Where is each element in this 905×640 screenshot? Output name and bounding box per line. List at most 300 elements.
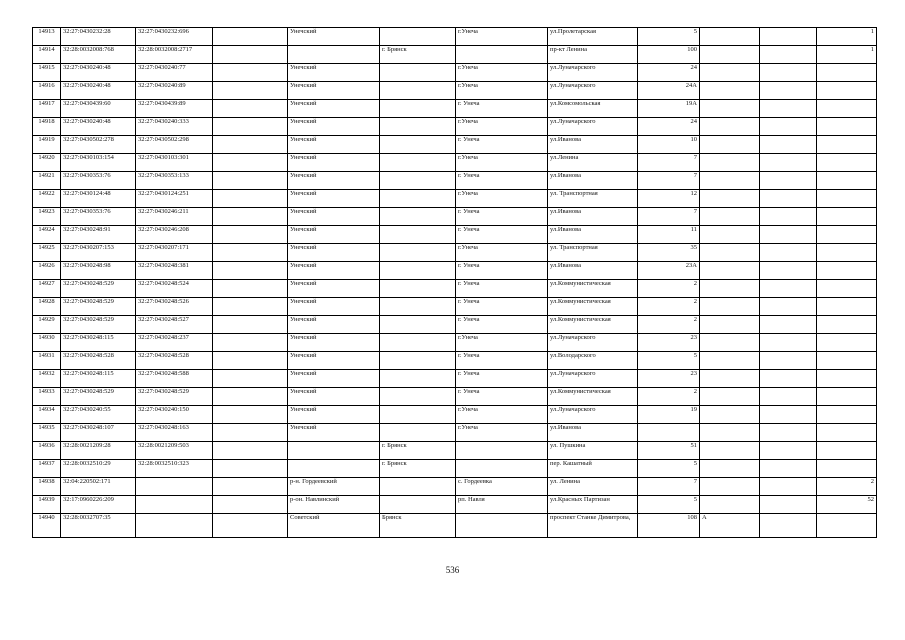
cell-kn: 32:27:0430248:91 <box>61 226 136 244</box>
cell-kn2 <box>136 514 213 538</box>
cell-city <box>380 262 456 280</box>
cell-house: 24А <box>638 82 700 100</box>
cell-empty <box>213 352 288 370</box>
cell-n: 14922 <box>33 190 61 208</box>
cell-street: ул.Коммунистическая <box>548 298 638 316</box>
cell-np: г. Унеча <box>456 316 548 334</box>
cell-street: ул.Луначарского <box>548 334 638 352</box>
table-row <box>33 280 877 298</box>
cell-empty <box>760 388 817 406</box>
cell-extra <box>817 424 877 442</box>
cell-empty <box>760 406 817 424</box>
cell-np: г. Унеча <box>456 172 548 190</box>
cell-kn2: 32:27:0430248:529 <box>136 388 213 406</box>
cell-empty <box>760 208 817 226</box>
cell-empty <box>213 460 288 478</box>
cell-lit <box>700 424 760 442</box>
table-row <box>33 406 877 424</box>
cell-house: 2 <box>638 388 700 406</box>
cell-n: 14933 <box>33 388 61 406</box>
cell-raion: Унечский <box>288 244 380 262</box>
cell-raion: Унечский <box>288 208 380 226</box>
cell-np: г. Унеча <box>456 262 548 280</box>
cell-kn2: 32:27:0430439:89 <box>136 100 213 118</box>
cell-city <box>380 406 456 424</box>
cell-house: 2 <box>638 280 700 298</box>
cell-kn: 32:28:0032707:35 <box>61 514 136 538</box>
cell-extra <box>817 352 877 370</box>
cell-n: 14934 <box>33 406 61 424</box>
cell-city <box>380 208 456 226</box>
cell-raion: Унечский <box>288 100 380 118</box>
cell-kn2: 32:28:0032510:323 <box>136 460 213 478</box>
table-row <box>33 46 877 64</box>
cell-empty <box>760 334 817 352</box>
cell-empty <box>213 316 288 334</box>
cell-kn: 32:27:0430353:76 <box>61 208 136 226</box>
cell-extra <box>817 442 877 460</box>
cell-extra <box>817 316 877 334</box>
cell-city <box>380 100 456 118</box>
cell-empty <box>760 496 817 514</box>
table-body <box>33 28 877 538</box>
cell-lit <box>700 406 760 424</box>
cell-n: 14920 <box>33 154 61 172</box>
cell-city <box>380 316 456 334</box>
cell-raion <box>288 460 380 478</box>
cell-n: 14916 <box>33 82 61 100</box>
cell-city <box>380 478 456 496</box>
cell-city <box>380 298 456 316</box>
cell-city: г. Брянск <box>380 442 456 460</box>
cell-house: 5 <box>638 496 700 514</box>
cell-city <box>380 172 456 190</box>
cell-street: ул.Луначарского <box>548 118 638 136</box>
cell-np: г.Унеча <box>456 424 548 442</box>
cell-kn: 32:27:0430439:60 <box>61 100 136 118</box>
cell-extra <box>817 154 877 172</box>
cell-n: 14923 <box>33 208 61 226</box>
cell-np: г. Унеча <box>456 280 548 298</box>
cell-city <box>380 226 456 244</box>
table-row <box>33 352 877 370</box>
cell-kn2: 32:28:0021209:503 <box>136 442 213 460</box>
cell-street: ул. Пушкина <box>548 442 638 460</box>
cell-extra: 2 <box>817 478 877 496</box>
cell-street: пер. Кашатный <box>548 460 638 478</box>
cell-city <box>380 370 456 388</box>
cell-empty <box>760 370 817 388</box>
cell-n: 14930 <box>33 334 61 352</box>
cell-street: ул.Луначарского <box>548 82 638 100</box>
cell-lit <box>700 496 760 514</box>
cell-house: 7 <box>638 478 700 496</box>
cell-np: г. Унеча <box>456 100 548 118</box>
cell-n: 14929 <box>33 316 61 334</box>
cell-house: 19А <box>638 100 700 118</box>
cell-extra <box>817 514 877 538</box>
cell-np: г.Унеча <box>456 64 548 82</box>
cell-kn: 32:28:0032510:29 <box>61 460 136 478</box>
cell-kn2: 32:27:0430232:696 <box>136 28 213 46</box>
cell-n: 14936 <box>33 442 61 460</box>
cell-extra <box>817 190 877 208</box>
table-row <box>33 154 877 172</box>
cell-extra <box>817 370 877 388</box>
cell-city <box>380 388 456 406</box>
cell-empty <box>213 46 288 64</box>
cell-empty <box>760 262 817 280</box>
cell-empty <box>760 136 817 154</box>
cell-kn: 32:27:0430248:529 <box>61 316 136 334</box>
cell-kn: 32:27:0430240:55 <box>61 406 136 424</box>
table-row <box>33 460 877 478</box>
cell-kn2: 32:27:0430240:77 <box>136 64 213 82</box>
cell-extra <box>817 118 877 136</box>
cell-kn: 32:27:0430248:529 <box>61 280 136 298</box>
cell-house: 7 <box>638 172 700 190</box>
cell-house: 5 <box>638 28 700 46</box>
cell-empty <box>760 190 817 208</box>
cell-raion: р-он. Навлинский <box>288 496 380 514</box>
cell-extra: 52 <box>817 496 877 514</box>
cell-empty <box>760 316 817 334</box>
table-row <box>33 136 877 154</box>
cell-lit <box>700 64 760 82</box>
cell-kn: 32:27:0430103:154 <box>61 154 136 172</box>
cell-house: 7 <box>638 154 700 172</box>
cell-extra <box>817 226 877 244</box>
cell-lit <box>700 352 760 370</box>
cell-lit <box>700 100 760 118</box>
cell-city <box>380 352 456 370</box>
cell-kn2: 32:27:0430207:171 <box>136 244 213 262</box>
cell-empty <box>213 244 288 262</box>
cell-street: ул. Транспортная <box>548 190 638 208</box>
cell-extra: 1 <box>817 46 877 64</box>
cell-house: 108 <box>638 514 700 538</box>
cell-city <box>380 118 456 136</box>
cell-lit <box>700 460 760 478</box>
cell-raion: Унечский <box>288 370 380 388</box>
cell-n: 14931 <box>33 352 61 370</box>
cell-kn2: 32:27:0430124:251 <box>136 190 213 208</box>
cell-kn2: 32:27:0430240:333 <box>136 118 213 136</box>
cell-empty <box>213 424 288 442</box>
cell-house: 19 <box>638 406 700 424</box>
table-row <box>33 478 877 496</box>
cell-extra <box>817 298 877 316</box>
cell-kn: 32:27:0430248:115 <box>61 334 136 352</box>
cell-n: 14921 <box>33 172 61 190</box>
cell-np: рп. Навля <box>456 496 548 514</box>
cell-n: 14925 <box>33 244 61 262</box>
cell-street: ул. Транспортная <box>548 244 638 262</box>
cell-city <box>380 64 456 82</box>
cell-empty <box>213 64 288 82</box>
table-row <box>33 424 877 442</box>
cell-extra <box>817 334 877 352</box>
cell-extra <box>817 280 877 298</box>
cell-house: 23А <box>638 262 700 280</box>
cell-kn: 32:27:0430124:48 <box>61 190 136 208</box>
cell-n: 14914 <box>33 46 61 64</box>
cell-extra <box>817 244 877 262</box>
cell-lit <box>700 388 760 406</box>
cell-house: 12 <box>638 190 700 208</box>
cell-n: 14924 <box>33 226 61 244</box>
cell-raion: Унечский <box>288 136 380 154</box>
cell-street: ул.Иванова <box>548 424 638 442</box>
cell-city <box>380 424 456 442</box>
cell-house: 24 <box>638 118 700 136</box>
cell-np: г. Унеча <box>456 298 548 316</box>
cell-street: ул.Иванова <box>548 208 638 226</box>
cell-empty <box>213 280 288 298</box>
cell-lit <box>700 118 760 136</box>
cell-extra <box>817 262 877 280</box>
cell-house: 7 <box>638 208 700 226</box>
cell-empty <box>213 496 288 514</box>
cell-kn: 32:27:0430248:107 <box>61 424 136 442</box>
cell-lit <box>700 298 760 316</box>
cell-raion: Унечский <box>288 226 380 244</box>
cell-empty <box>213 136 288 154</box>
cell-lit <box>700 154 760 172</box>
cell-kn2: 32:27:0430502:298 <box>136 136 213 154</box>
cell-extra <box>817 388 877 406</box>
cell-np: г. Унеча <box>456 136 548 154</box>
cell-empty <box>760 100 817 118</box>
cell-empty <box>213 208 288 226</box>
cell-extra <box>817 172 877 190</box>
cell-kn2 <box>136 496 213 514</box>
cell-empty <box>213 406 288 424</box>
cell-empty <box>760 442 817 460</box>
cell-lit <box>700 28 760 46</box>
cell-kn2: 32:27:0430248:163 <box>136 424 213 442</box>
cell-lit <box>700 190 760 208</box>
cell-kn2: 32:27:0430248:524 <box>136 280 213 298</box>
cell-city <box>380 28 456 46</box>
cell-kn2: 32:27:0430240:150 <box>136 406 213 424</box>
cell-street: пр-кт Ленина <box>548 46 638 64</box>
cell-extra <box>817 64 877 82</box>
cell-raion: Унечский <box>288 334 380 352</box>
cell-street: ул.Иванова <box>548 136 638 154</box>
cell-empty <box>213 190 288 208</box>
cell-street: ул.Луначарского <box>548 64 638 82</box>
cell-lit <box>700 478 760 496</box>
cell-street: ул.Иванова <box>548 226 638 244</box>
cell-raion: р-н. Гордеевский <box>288 478 380 496</box>
cell-kn2: 32:28:0032008:2717 <box>136 46 213 64</box>
cell-house: 51 <box>638 442 700 460</box>
cell-n: 14918 <box>33 118 61 136</box>
cell-kn: 32:28:0021209:28 <box>61 442 136 460</box>
cell-city <box>380 496 456 514</box>
cell-city <box>380 154 456 172</box>
cell-n: 14937 <box>33 460 61 478</box>
cell-raion: Унечский <box>288 406 380 424</box>
cell-raion: Унечский <box>288 388 380 406</box>
cell-empty <box>213 478 288 496</box>
page-number: 536 <box>445 565 460 575</box>
cell-street: ул.Ленина <box>548 154 638 172</box>
cell-empty <box>760 118 817 136</box>
cell-city <box>380 190 456 208</box>
cell-kn: 32:27:0430207:153 <box>61 244 136 262</box>
cell-city <box>380 136 456 154</box>
cell-extra <box>817 82 877 100</box>
cell-empty <box>760 154 817 172</box>
cell-np <box>456 514 548 538</box>
cell-city: г. Брянск <box>380 46 456 64</box>
cell-extra <box>817 406 877 424</box>
cell-street: ул.Красных Партизан <box>548 496 638 514</box>
table-row <box>33 442 877 460</box>
cell-empty <box>760 82 817 100</box>
cell-house: 5 <box>638 460 700 478</box>
cell-kn: 32:27:0430353:76 <box>61 172 136 190</box>
cell-lit <box>700 82 760 100</box>
cell-empty <box>760 244 817 262</box>
cell-house: 100 <box>638 46 700 64</box>
cell-kn: 32:28:0032008:768 <box>61 46 136 64</box>
cell-kn: 32:17:0960226:209 <box>61 496 136 514</box>
cell-empty <box>213 334 288 352</box>
cell-house: 23 <box>638 334 700 352</box>
cell-np: г. Унеча <box>456 352 548 370</box>
cell-kn2: 32:27:0430248:237 <box>136 334 213 352</box>
cell-raion: Унечский <box>288 190 380 208</box>
cell-n: 14919 <box>33 136 61 154</box>
cell-street: ул.Луначарского <box>548 406 638 424</box>
cell-lit <box>700 226 760 244</box>
cell-n: 14915 <box>33 64 61 82</box>
cell-np: г. Унеча <box>456 208 548 226</box>
cell-street: ул.Луначарского <box>548 370 638 388</box>
cell-np: г.Унеча <box>456 28 548 46</box>
cell-street: ул.Пролетарская <box>548 28 638 46</box>
cell-city <box>380 244 456 262</box>
cell-kn2: 32:27:0430353:133 <box>136 172 213 190</box>
table-row <box>33 226 877 244</box>
cell-house: 24 <box>638 64 700 82</box>
cell-n: 14928 <box>33 298 61 316</box>
cell-street: ул.Иванова <box>548 172 638 190</box>
cell-empty <box>213 298 288 316</box>
cell-np: г. Унеча <box>456 226 548 244</box>
cell-n: 14917 <box>33 100 61 118</box>
cell-raion: Унечский <box>288 118 380 136</box>
cell-raion: Советский <box>288 514 380 538</box>
cell-kn: 32:27:0430232:28 <box>61 28 136 46</box>
cell-empty <box>760 226 817 244</box>
cell-n: 14940 <box>33 514 61 538</box>
cell-street: ул.Коммунистическая <box>548 280 638 298</box>
cell-house: 10 <box>638 136 700 154</box>
table-row <box>33 334 877 352</box>
cell-lit <box>700 370 760 388</box>
cell-raion: Унечский <box>288 424 380 442</box>
cell-kn2: 32:27:0430248:526 <box>136 298 213 316</box>
cell-empty <box>760 460 817 478</box>
cell-n: 14939 <box>33 496 61 514</box>
cell-np: г. Унеча <box>456 370 548 388</box>
cell-empty <box>760 28 817 46</box>
cell-kn: 32:27:0430240:48 <box>61 64 136 82</box>
cell-kn2: 32:27:0430103:301 <box>136 154 213 172</box>
cell-n: 14926 <box>33 262 61 280</box>
cell-empty <box>213 262 288 280</box>
table-row <box>33 298 877 316</box>
cell-np: г.Унеча <box>456 154 548 172</box>
cell-empty <box>760 352 817 370</box>
cell-street: ул.Коммунистическая <box>548 316 638 334</box>
cell-raion: Унечский <box>288 280 380 298</box>
table-row <box>33 28 877 46</box>
table-row <box>33 118 877 136</box>
cell-city <box>380 334 456 352</box>
cell-np <box>456 460 548 478</box>
cell-kn: 32:04:220502:171 <box>61 478 136 496</box>
cell-house: 2 <box>638 298 700 316</box>
cell-lit <box>700 262 760 280</box>
cell-empty <box>760 280 817 298</box>
cell-city: г. Брянск <box>380 460 456 478</box>
cell-empty <box>213 388 288 406</box>
cell-lit <box>700 208 760 226</box>
cell-kn: 32:27:0430248:529 <box>61 388 136 406</box>
cell-raion <box>288 46 380 64</box>
cell-n: 14935 <box>33 424 61 442</box>
cell-empty <box>213 154 288 172</box>
table-row <box>33 208 877 226</box>
table-row <box>33 172 877 190</box>
cell-lit <box>700 46 760 64</box>
register-table <box>32 27 877 538</box>
table-row <box>33 64 877 82</box>
cell-np: г. Унеча <box>456 388 548 406</box>
cell-empty <box>213 172 288 190</box>
cell-street: ул.Коммунистическая <box>548 388 638 406</box>
cell-house: 2 <box>638 316 700 334</box>
cell-empty <box>213 100 288 118</box>
cell-n: 14938 <box>33 478 61 496</box>
cell-empty <box>760 172 817 190</box>
table-row <box>33 100 877 118</box>
cell-empty <box>760 64 817 82</box>
cell-empty <box>213 442 288 460</box>
table-row <box>33 244 877 262</box>
cell-empty <box>213 28 288 46</box>
cell-house: 35 <box>638 244 700 262</box>
cell-empty <box>213 370 288 388</box>
cell-kn2: 32:27:0430246:208 <box>136 226 213 244</box>
cell-raion: Унечский <box>288 316 380 334</box>
table-row <box>33 262 877 280</box>
cell-n: 14927 <box>33 280 61 298</box>
cell-extra <box>817 136 877 154</box>
cell-lit <box>700 136 760 154</box>
cell-kn2: 32:27:0430248:381 <box>136 262 213 280</box>
cell-np: г.Унеча <box>456 244 548 262</box>
cell-kn2: 32:27:0430248:588 <box>136 370 213 388</box>
cell-house: 23 <box>638 370 700 388</box>
cell-kn2: 32:27:0430248:527 <box>136 316 213 334</box>
cell-empty <box>760 46 817 64</box>
